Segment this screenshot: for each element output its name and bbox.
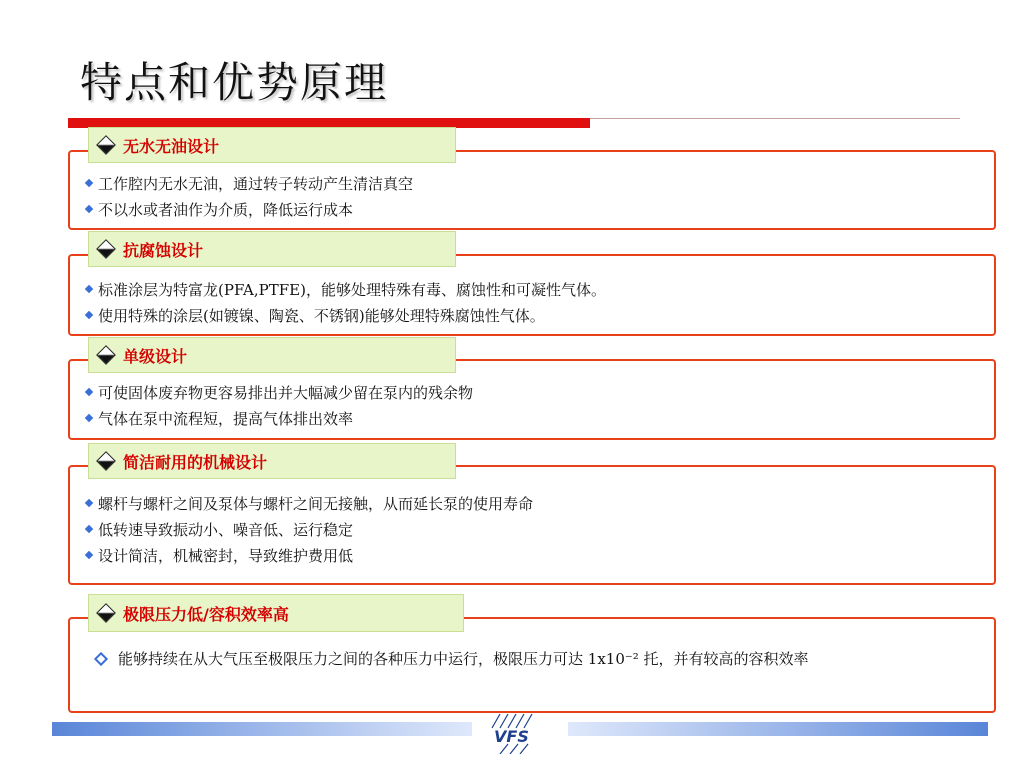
diamond-icon [96, 603, 116, 623]
diamond-icon [96, 451, 116, 471]
list-item: 可使固体废弃物更容易排出并大幅减少留在泵内的残余物 [86, 379, 473, 405]
section-label [88, 594, 464, 632]
section-items [86, 276, 606, 328]
vfs-logo [488, 712, 544, 754]
title-rule-thin [590, 118, 960, 119]
list-item: 气体在泵中流程短，提高气体排出效率 [86, 405, 473, 431]
bullet-icon [85, 499, 93, 507]
bullet-icon [85, 179, 93, 187]
bullet-icon [85, 388, 93, 396]
list-item: 螺杆与螺杆之间及泵体与螺杆之间无接触，从而延长泵的使用寿命 [86, 490, 533, 516]
section-label [88, 443, 456, 479]
section-items [86, 490, 533, 568]
diamond-icon [96, 135, 116, 155]
section-title: 抗腐蚀设计 [123, 240, 204, 260]
list-item: 使用特殊的涂层(如镀镍、陶瓷、不锈钢)能够处理特殊腐蚀性气体。 [86, 302, 606, 328]
diamond-icon [96, 239, 116, 259]
section-label [88, 127, 456, 163]
list-item: 工作腔内无水无油，通过转子转动产生清洁真空 [86, 170, 413, 196]
list-item: 不以水或者油作为介质，降低运行成本 [86, 196, 413, 222]
section-items [86, 379, 473, 431]
bullet-icon [85, 551, 93, 559]
list-item: 设计简洁，机械密封，导致维护费用低 [86, 542, 533, 568]
section-title: 无水无油设计 [123, 136, 220, 156]
section-label [88, 337, 456, 373]
bullet-icon [85, 525, 93, 533]
bullet-icon [85, 285, 93, 293]
list-item: 标准涂层为特富龙(PFA,PTFE)，能够处理特殊有毒、腐蚀性和可凝性气体。 [86, 276, 606, 302]
bullet-icon [85, 205, 93, 213]
list-item: 能够持续在从大气压至极限压力之间的各种压力中运行，极限压力可达 1x10⁻² 托，并有较高的容积效率 [96, 648, 976, 670]
section-items [86, 170, 413, 222]
bullet-icon [94, 652, 108, 666]
footer-bar-right [568, 722, 988, 736]
section-items [96, 648, 976, 670]
section-title: 简洁耐用的机械设计 [123, 452, 268, 472]
logo-text: VFS [494, 727, 529, 746]
diamond-icon [96, 345, 116, 365]
section-label [88, 231, 456, 267]
section-title: 极限压力低/容积效率高 [123, 604, 289, 624]
list-item: 低转速导致振动小、噪音低、运行稳定 [86, 516, 533, 542]
bullet-icon [85, 414, 93, 422]
section-title: 单级设计 [123, 346, 188, 366]
footer-bar-left [52, 722, 472, 736]
page-title: 特点和优势原理 [80, 58, 389, 107]
bullet-icon [85, 311, 93, 319]
